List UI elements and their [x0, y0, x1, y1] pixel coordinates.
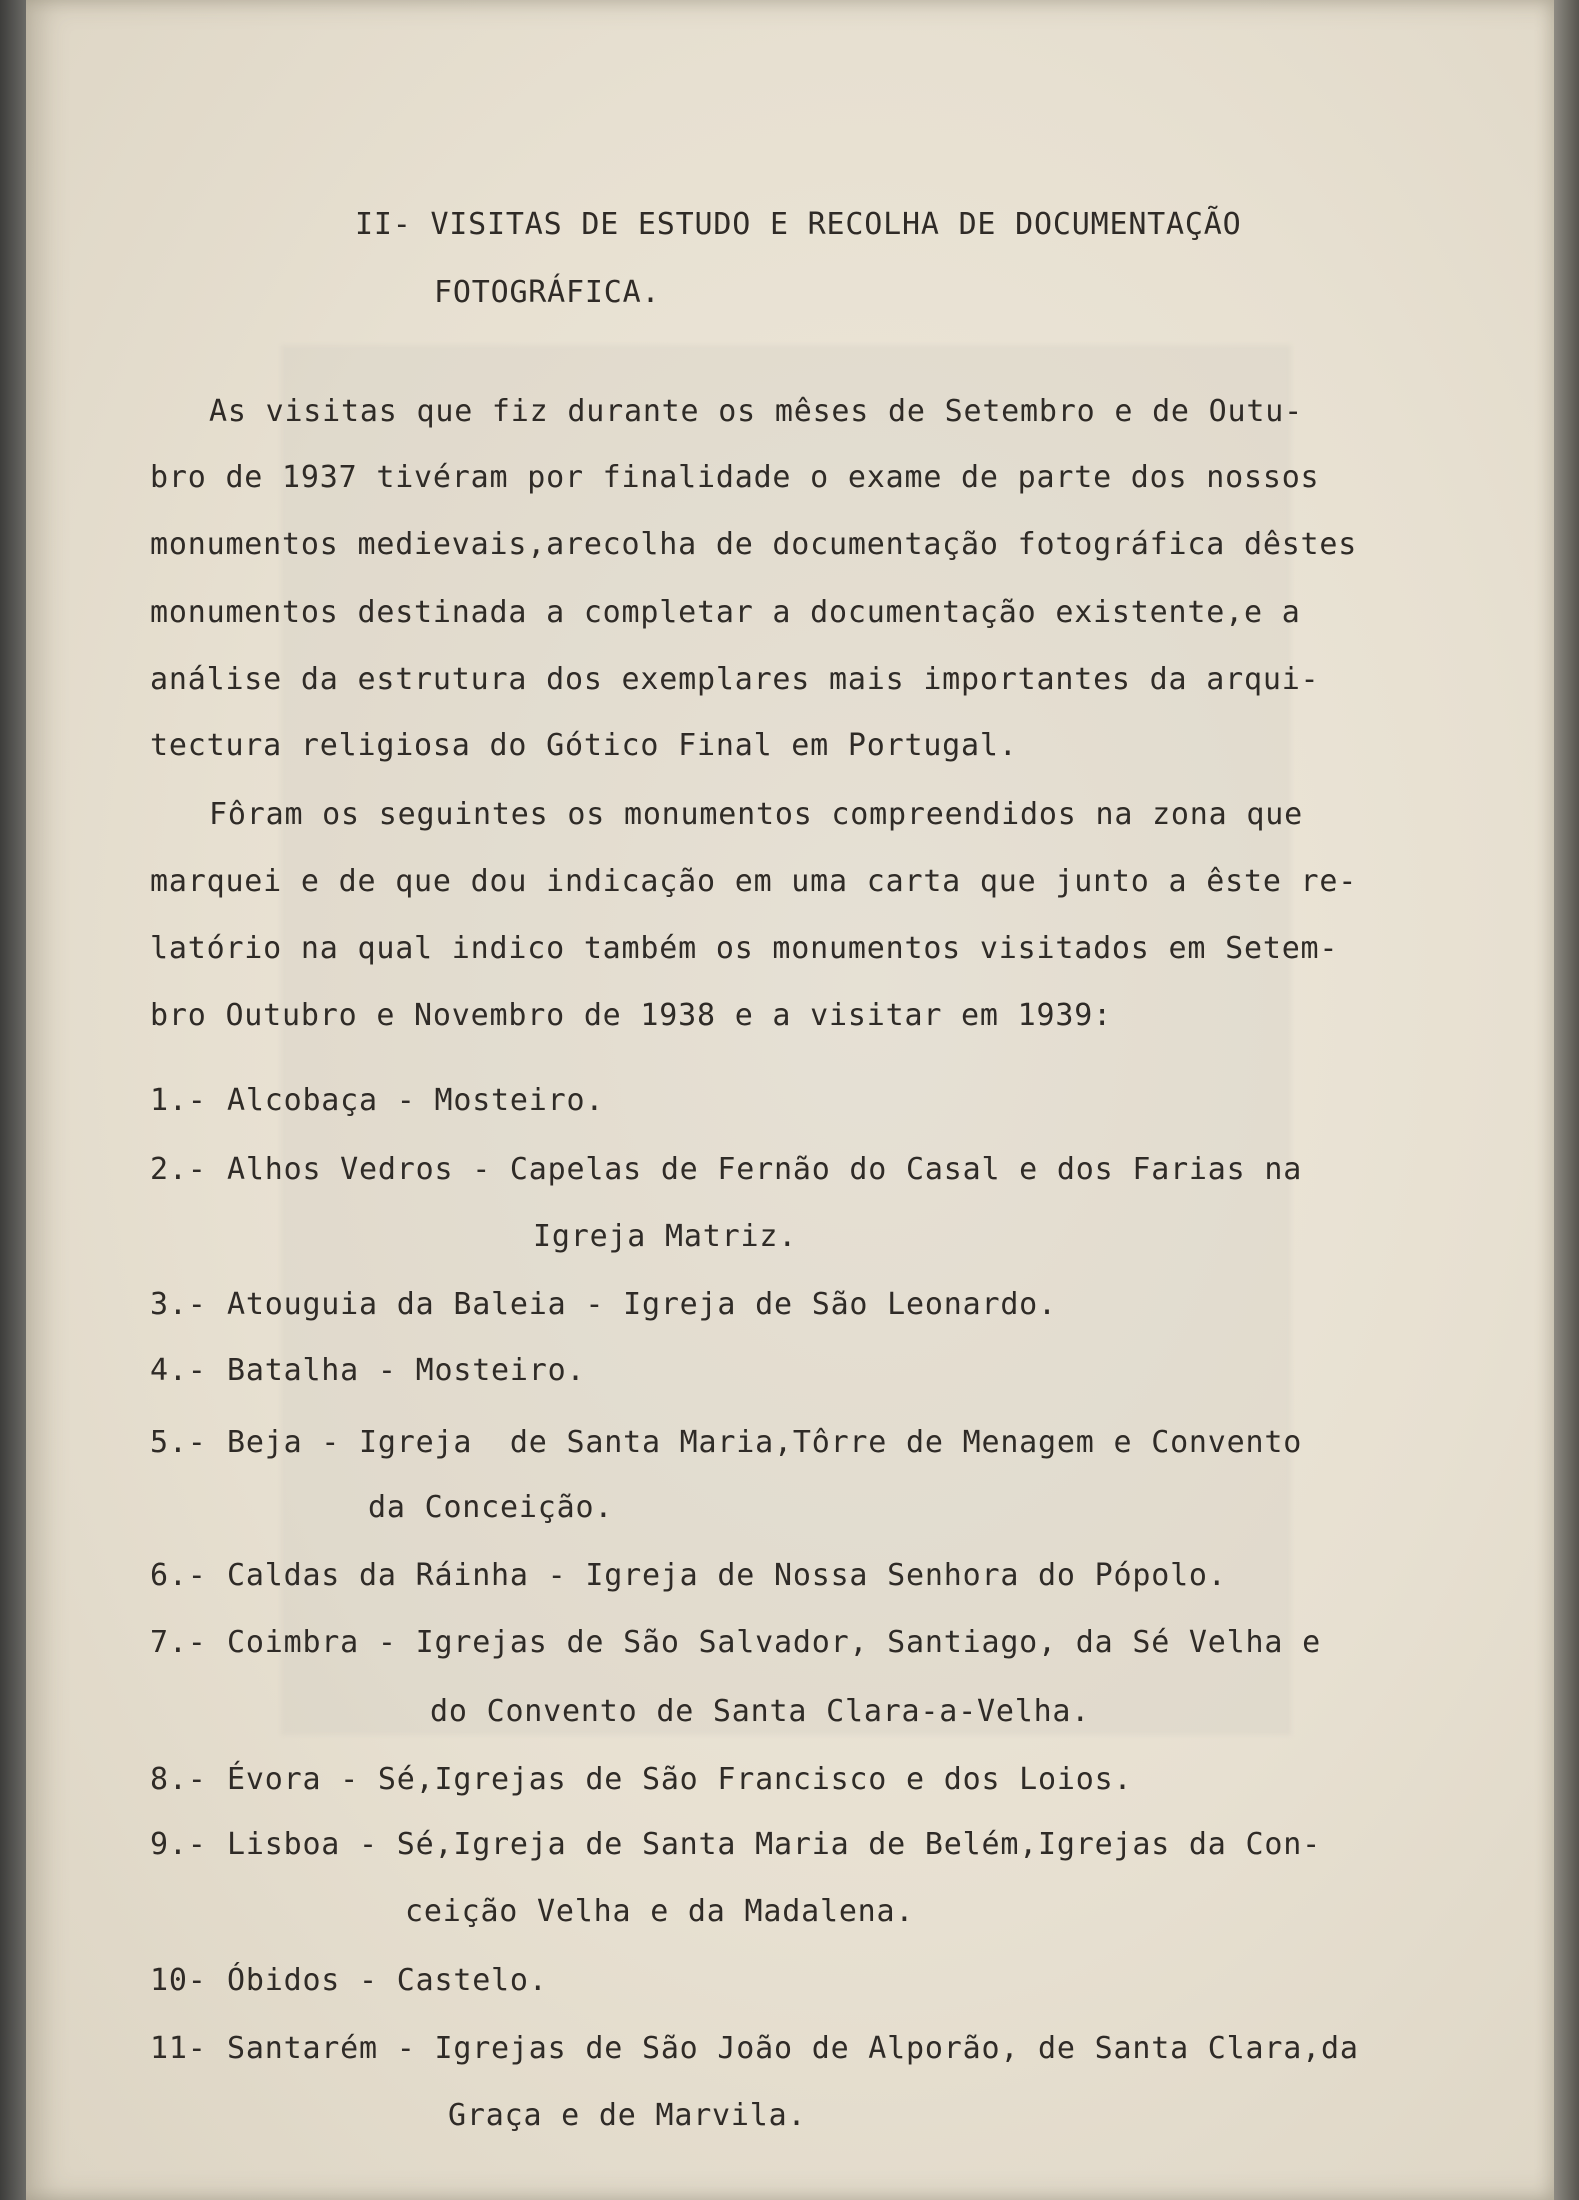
list-item-5-text: Beja - Igreja de Santa Maria,Tôrre de Menagem e Convento: [227, 1425, 1303, 1460]
list-item-5-number: 5.-: [150, 1425, 207, 1460]
list-item-2-number: 2.-: [150, 1152, 207, 1187]
list-item-4-text: Batalha - Mosteiro.: [227, 1353, 586, 1388]
binding-edge: [0, 0, 26, 2200]
paragraph-1-line-6: tectura religiosa do Gótico Final em Portugal.: [150, 728, 1018, 763]
paragraph-1-line-1: As visitas que fiz durante os mêses de Setembro e de Outu-: [209, 394, 1303, 429]
list-item-10-text: Óbidos - Castelo.: [227, 1963, 548, 1998]
list-item-6-text: Caldas da Ráinha - Igreja de Nossa Senhora do Pópolo.: [227, 1558, 1227, 1593]
list-item-8-text: Évora - Sé,Igrejas de São Francisco e dos Loios.: [227, 1762, 1133, 1797]
list-item-5-continuation: da Conceição.: [368, 1490, 614, 1525]
paragraph-1-line-2: bro de 1937 tivéram por finalidade o exame de parte dos nossos: [150, 460, 1320, 495]
page-right-edge: [1554, 0, 1579, 2200]
list-item-4-number: 4.-: [150, 1353, 207, 1388]
list-item-9-continuation: ceição Velha e da Madalena.: [405, 1894, 915, 1929]
list-item-3-text: Atouguia da Baleia - Igreja de São Leonardo.: [227, 1287, 1057, 1322]
paragraph-2-line-3: latório na qual indico também os monumentos visitados em Setem-: [150, 931, 1339, 966]
heading-line-2: FOTOGRÁFICA.: [434, 275, 661, 310]
list-item-2-text: Alhos Vedros - Capelas de Fernão do Casal e dos Farias na: [227, 1152, 1303, 1187]
list-item-3-number: 3.-: [150, 1287, 207, 1322]
list-item-11-text: Santarém - Igrejas de São João de Alporão, de Santa Clara,da: [227, 2031, 1359, 2066]
paragraph-2-line-2: marquei e de que dou indicação em uma carta que junto a êste re-: [150, 864, 1358, 899]
list-item-9-text: Lisboa - Sé,Igreja de Santa Maria de Belém,Igrejas da Con-: [227, 1827, 1321, 1862]
list-item-7-number: 7.-: [150, 1625, 207, 1660]
list-item-11-continuation: Graça e de Marvila.: [448, 2098, 807, 2133]
list-item-7-continuation: do Convento de Santa Clara-a-Velha.: [430, 1694, 1091, 1729]
paragraph-2-line-4: bro Outubro e Novembro de 1938 e a visitar em 1939:: [150, 998, 1112, 1033]
list-item-7-text: Coimbra - Igrejas de São Salvador, Santiago, da Sé Velha e: [227, 1625, 1321, 1660]
paragraph-1-line-4: monumentos destinada a completar a documentação existente,e a: [150, 595, 1301, 630]
heading-line-1: II- VISITAS DE ESTUDO E RECOLHA DE DOCUMENTAÇÃO: [355, 207, 1242, 242]
paragraph-2-line-1: Fôram os seguintes os monumentos compreendidos na zona que: [209, 797, 1303, 832]
paragraph-1-line-3: monumentos medievais,arecolha de documentação fotográfica dêstes: [150, 527, 1358, 562]
list-item-1-number: 1.-: [150, 1083, 207, 1118]
list-item-8-number: 8.-: [150, 1762, 207, 1797]
list-item-10-number: 10-: [150, 1963, 207, 1998]
list-item-2-continuation: Igreja Matriz.: [533, 1219, 798, 1254]
list-item-1-text: Alcobaça - Mosteiro.: [227, 1083, 605, 1118]
list-item-11-number: 11-: [150, 2031, 207, 2066]
paragraph-1-line-5: análise da estrutura dos exemplares mais importantes da arqui-: [150, 662, 1320, 697]
list-item-6-number: 6.-: [150, 1558, 207, 1593]
list-item-9-number: 9.-: [150, 1827, 207, 1862]
